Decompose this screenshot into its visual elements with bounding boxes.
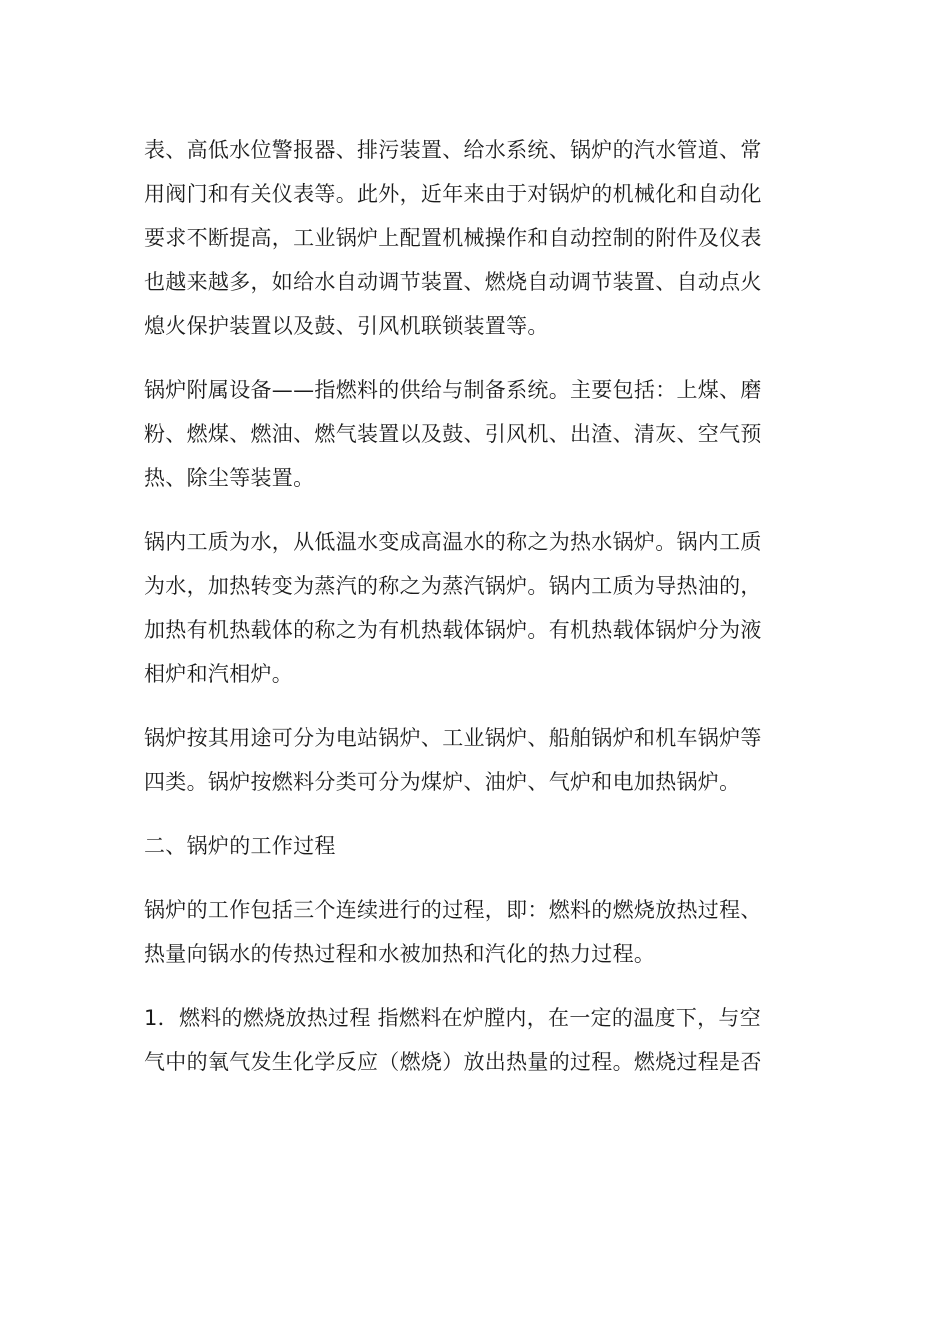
text-line: 熄火保护装置以及鼓、引风机联锁装置等。 bbox=[144, 314, 549, 338]
text-line: 气中的氧气发生化学反应（燃烧）放出热量的过程。燃烧过程是否 bbox=[144, 1050, 762, 1074]
text-line: 1．燃料的燃烧放热过程 指燃料在炉膛内，在一定的温度下，与空 bbox=[144, 1006, 762, 1030]
document-body bbox=[144, 128, 804, 1104]
text-line: 锅炉附属设备——指燃料的供给与制备系统。主要包括：上煤、磨 bbox=[144, 378, 762, 402]
text-line: 加热有机热载体的称之为有机热载体锅炉。有机热载体锅炉分为液 bbox=[144, 618, 762, 642]
paragraph-boiler-accessories bbox=[144, 128, 804, 348]
text-line: 热量向锅水的传热过程和水被加热和汽化的热力过程。 bbox=[144, 942, 656, 966]
paragraph-working-medium bbox=[144, 520, 804, 696]
paragraph-boiler-classification bbox=[144, 716, 804, 804]
text-line: 为水，加热转变为蒸汽的称之为蒸汽锅炉。锅内工质为导热油的， bbox=[144, 574, 762, 598]
text-line: 锅炉的工作包括三个连续进行的过程，即：燃料的燃烧放热过程、 bbox=[144, 898, 762, 922]
text-line: 表、高低水位警报器、排污装置、给水系统、锅炉的汽水管道、常 bbox=[144, 138, 762, 162]
text-line: 热、除尘等装置。 bbox=[144, 466, 315, 490]
text-line: 粉、燃煤、燃油、燃气装置以及鼓、引风机、出渣、清灰、空气预 bbox=[144, 422, 762, 446]
paragraph-auxiliary-equipment bbox=[144, 368, 804, 500]
text-line: 锅内工质为水，从低温水变成高温水的称之为热水锅炉。锅内工质 bbox=[144, 530, 762, 554]
text-line: 要求不断提高，工业锅炉上配置机械操作和自动控制的附件及仪表 bbox=[144, 226, 762, 250]
text-line: 用阀门和有关仪表等。此外，近年来由于对锅炉的机械化和自动化 bbox=[144, 182, 762, 206]
text-line: 锅炉按其用途可分为电站锅炉、工业锅炉、船舶锅炉和机车锅炉等 bbox=[144, 726, 762, 750]
text-line: 相炉和汽相炉。 bbox=[144, 662, 294, 686]
section-heading-text: 二、锅炉的工作过程 bbox=[144, 834, 336, 858]
text-line: 也越来越多，如给水自动调节装置、燃烧自动调节装置、自动点火 bbox=[144, 270, 762, 294]
paragraph-working-process bbox=[144, 888, 804, 976]
paragraph-combustion-process bbox=[144, 996, 804, 1084]
section-heading bbox=[144, 824, 804, 868]
text-line: 四类。锅炉按燃料分类可分为煤炉、油炉、气炉和电加热锅炉。 bbox=[144, 770, 741, 794]
